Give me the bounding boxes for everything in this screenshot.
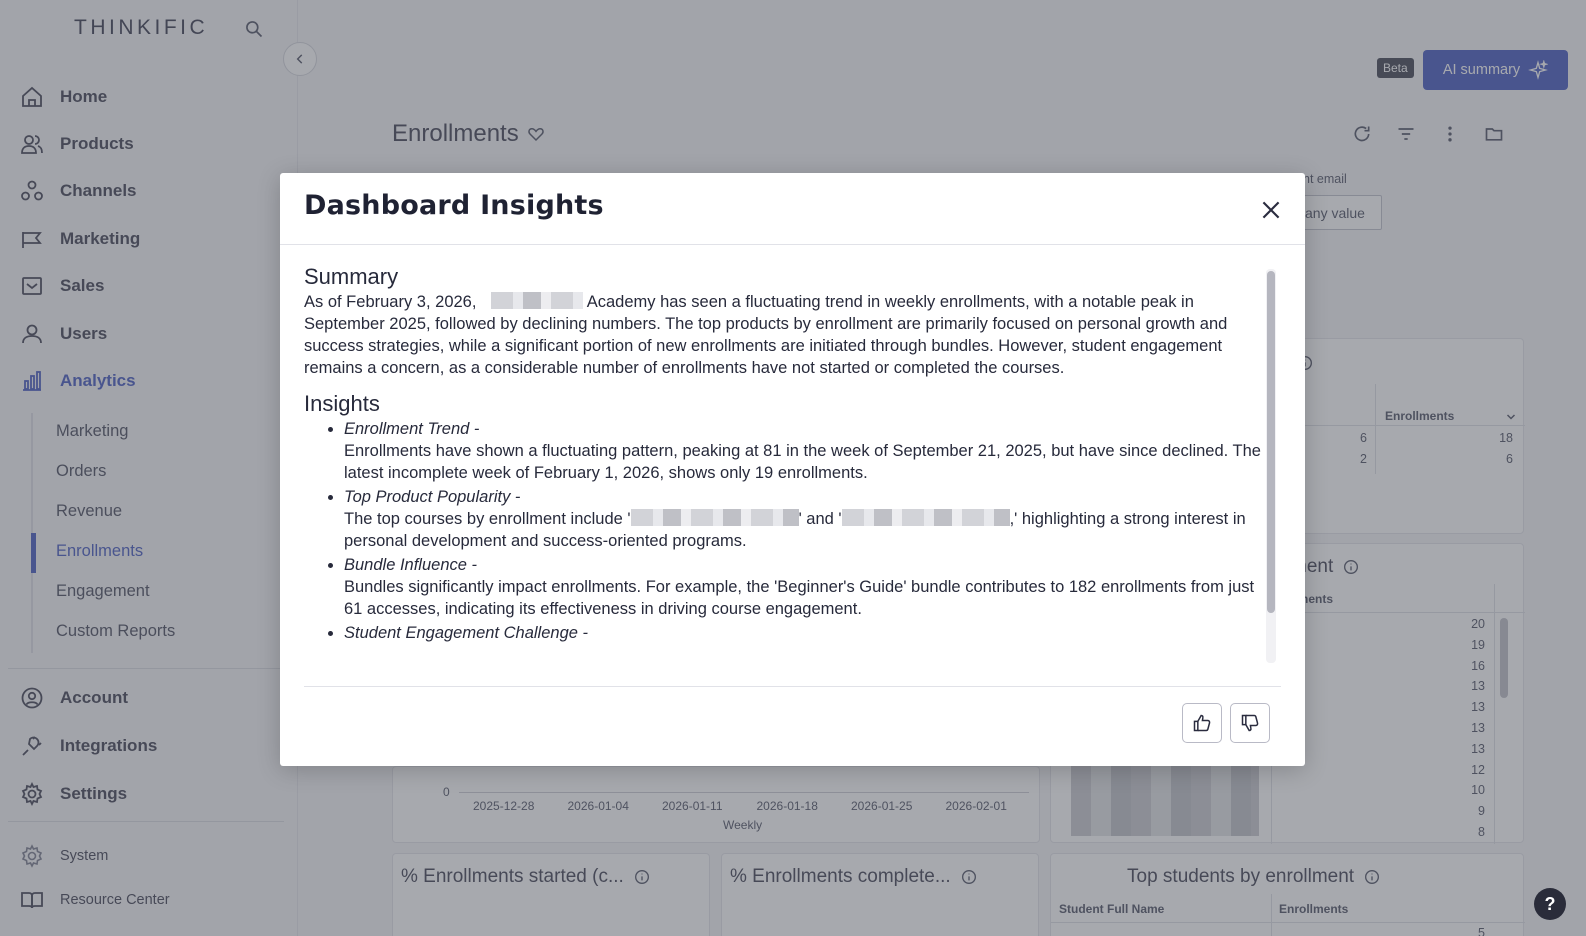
insight-title: Top Product Popularity - [344,488,521,506]
redacted-course-name [631,509,799,526]
scrollbar-thumb[interactable] [1267,271,1275,613]
redacted-course-name [842,509,1010,526]
insights-heading: Insights [304,391,380,416]
insights-list [344,418,1264,644]
close-icon[interactable] [1258,197,1284,223]
insight-text-end: ,' highlighting a strong interest in personal development and success-oriented programs. [344,510,1246,550]
insight-text-middle: ' and ' [798,510,842,528]
summary-paragraph [304,291,1264,379]
list-item [344,418,1264,484]
list-item [344,554,1264,620]
insight-title: Enrollment Trend - [344,420,480,438]
summary-text-start: As of February 3, 2026, [304,293,477,311]
modal-header-divider [280,244,1305,245]
summary-text-rest: Academy has seen a fluctuating trend in weekly enrollments, with a notable peak in September 2025, followed by declining numbers. The top products by enrollment are primarily focused on personal growth and success strategies, while a significant portion of new enrollments are initiated through bundles. However, student engagement remains a concern, as a considerable number of enrollments have not started or completed the courses. [304,293,1228,377]
insight-title: Bundle Influence - [344,556,478,574]
modal-scrollbar[interactable] [1266,269,1276,663]
insight-title: Student Engagement Challenge - [344,624,589,642]
help-button[interactable]: ? [1534,888,1566,920]
insights-content [304,263,1264,663]
list-item [344,486,1264,552]
thumbs-down-icon [1240,713,1260,733]
dashboard-insights-modal [280,173,1305,766]
redacted-school-name [491,292,583,309]
thumbs-up-icon [1192,713,1212,733]
insight-text: Bundles significantly impact enrollments. For example, the 'Beginner's Guide' bundle contributes to 182 enrollments from just 61 accesses, indicating its effectiveness in driving course engagement. [344,578,1255,618]
modal-title: Dashboard Insights [304,190,604,221]
modal-footer-divider [304,686,1281,687]
list-item [344,622,1264,644]
thumbs-down-button[interactable] [1230,703,1270,743]
insight-text: Enrollments have shown a fluctuating pattern, peaking at 81 in the week of September 21, 2025, but have since declined. The latest incomplete week of February 1, 2026, shows only 19 enrollments. [344,442,1261,482]
insight-text [344,508,1264,552]
insight-text-start: The top courses by enrollment include ' [344,510,631,528]
thumbs-up-button[interactable] [1182,703,1222,743]
summary-heading: Summary [304,264,399,289]
